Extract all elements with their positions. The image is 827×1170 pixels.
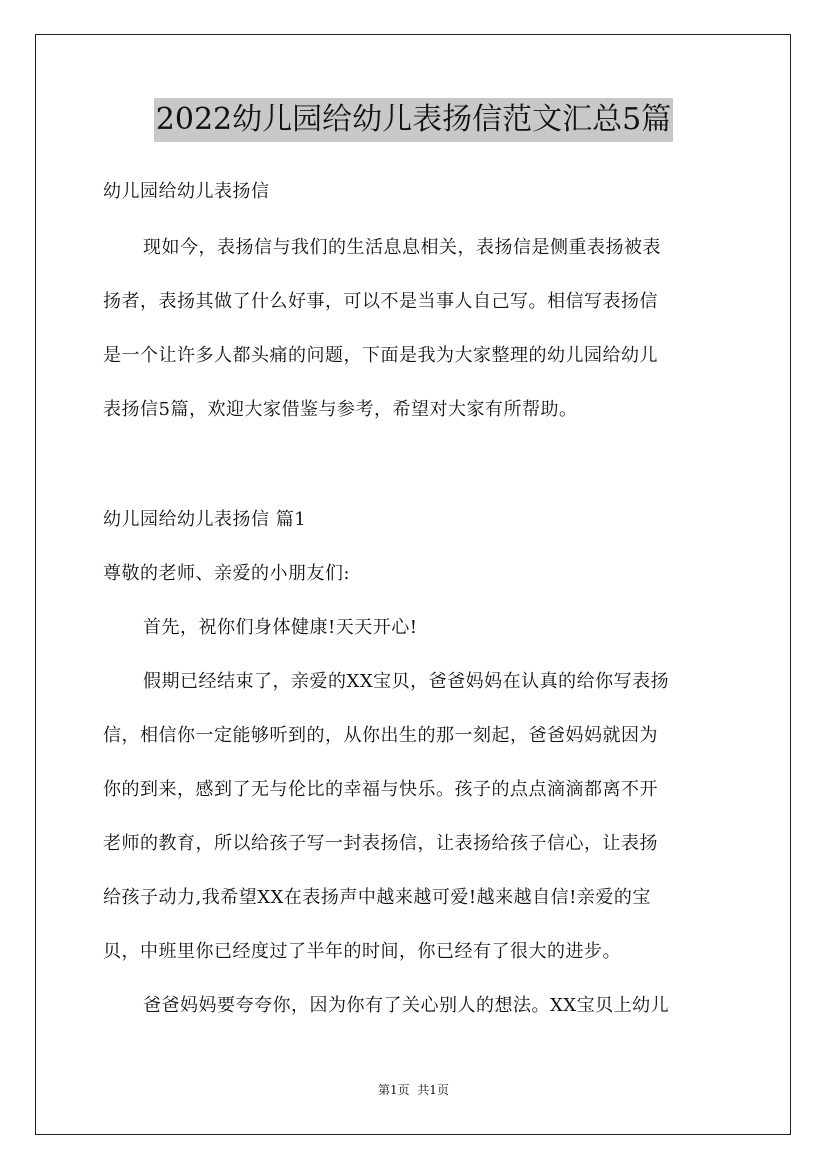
intro-line: 表扬信5篇，欢迎大家借鉴与参考，希望对大家有所帮助。	[103, 399, 578, 420]
paragraph-line: 假期已经结束了，亲爱的XX宝贝，爸爸妈妈在认真的给你写表扬	[143, 671, 670, 692]
salutation: 尊敬的老师、亲爱的小朋友们:	[103, 563, 351, 584]
greeting: 首先，祝你们身体健康!天天开心!	[143, 617, 418, 638]
paragraph-line: 你的到来，感到了无与伦比的幸福与快乐。孩子的点点滴滴都离不开	[103, 779, 658, 800]
paragraph-line: 给孩子动力,我希望XX在表扬声中越来越可爱!越来越自信!亲爱的宝	[103, 887, 651, 908]
title-container	[0, 98, 827, 142]
paragraph-line: 爸爸妈妈要夸夸你，因为你有了关心别人的想法。XX宝贝上幼儿	[143, 995, 670, 1016]
paragraph-line: 贝，中班里你已经度过了半年的时间，你已经有了很大的进步。	[103, 941, 621, 962]
paragraph-line: 信，相信你一定能够听到的，从你出生的那一刻起，爸爸妈妈就因为	[103, 725, 658, 746]
section-heading: 幼儿园给幼儿表扬信 篇1	[103, 509, 307, 530]
intro-line: 现如今，表扬信与我们的生活息息相关，表扬信是侧重表扬被表	[143, 237, 661, 258]
intro-heading: 幼儿园给幼儿表扬信	[103, 181, 270, 202]
intro-line: 是一个让许多人都头痛的问题，下面是我为大家整理的幼儿园给幼儿	[103, 345, 658, 366]
intro-line: 扬者，表扬其做了什么好事，可以不是当事人自己写。相信写表扬信	[103, 291, 658, 312]
document-title: 2022幼儿园给幼儿表扬信范文汇总5篇	[154, 98, 673, 142]
page-number-footer: 第1页 共1页	[378, 1083, 449, 1097]
paragraph-line: 老师的教育，所以给孩子写一封表扬信，让表扬给孩子信心，让表扬	[103, 833, 658, 854]
